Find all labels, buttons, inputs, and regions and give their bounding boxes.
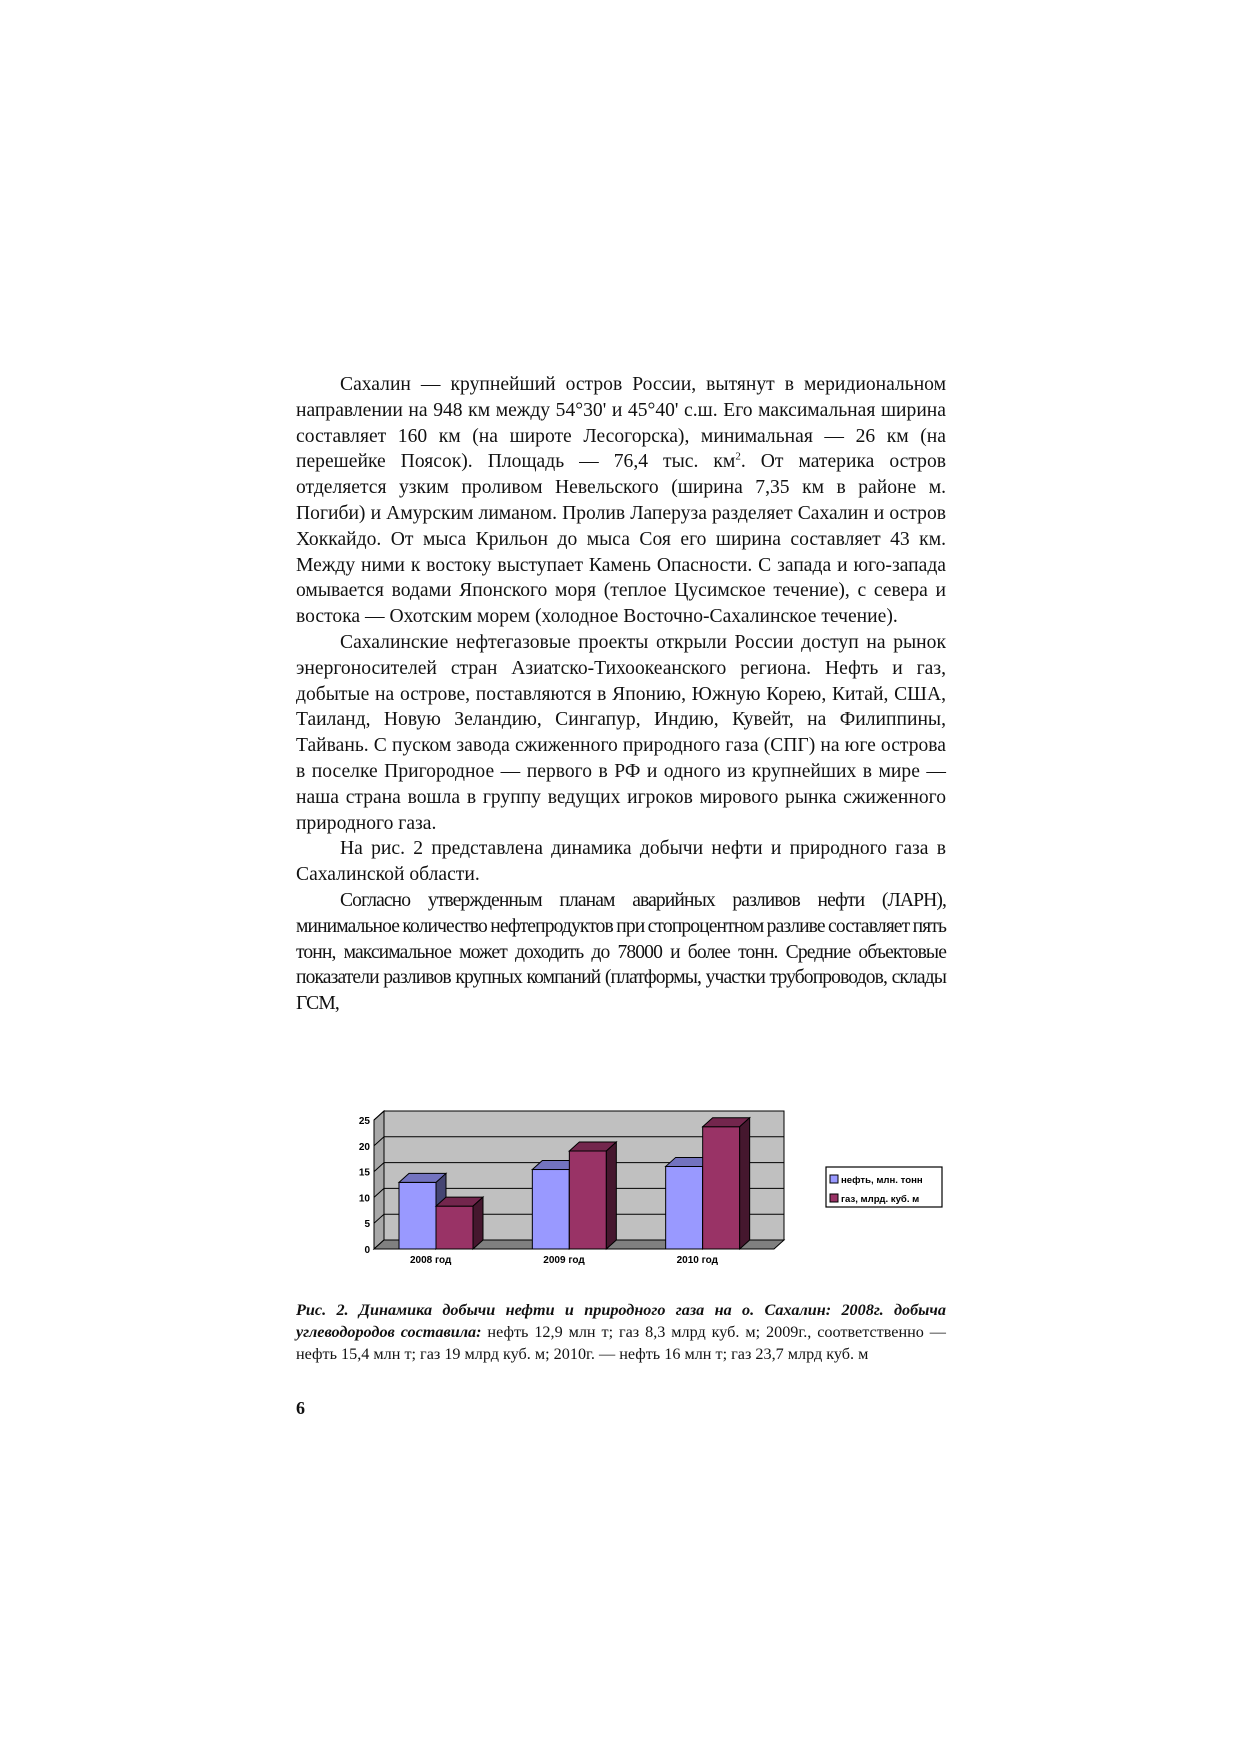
y-tick-label: 10 <box>358 1193 370 1205</box>
bar-side <box>473 1197 483 1249</box>
paragraph-text-1-rest: . От материка остров отделяется узким проливом Невельского (ширина 7,35 км в районе м. Погиби) и Амурским лиманом. Пролив Лаперуза разделяет Сахалин и остров Хоккайдо. От мыса Крильон до мыса Соя его ширина составляет 43 км. Между ними к востоку выступает Камень Опасности. С запада и юго-запада омывается водами Японского моря (теплое Цусимское течение), с севера и востока — Охотским морем (холодное Восточно-Сахалинское течение). <box>296 451 947 628</box>
bar <box>436 1206 473 1249</box>
x-tick-label: 2008 год <box>409 1255 452 1266</box>
paragraph: На рис. 2 представлена динамика добычи нефти и природного газа в Сахалинской области. <box>296 838 946 886</box>
y-tick-label: 25 <box>358 1116 370 1127</box>
figure-caption <box>296 1300 946 1365</box>
bar <box>703 1127 740 1249</box>
paragraph: Сахалинские нефтегазовые проекты открыли России доступ на рынок энергоносителей стран Азиатско-Тихоокеанского региона. Нефть и газ, добытые на острове, поставляются в Японию, Южную Корею, Китай, США, Таиланд, Новую Зеландию, Сингапур, Индию, Кувейт, на Филиппины, Тайвань. С пуском завода сжиженного природного газа (СПГ) на юге острова в поселке Пригородное — первого в РФ и одного из крупнейших в мире — наша страна вошла в группу ведущих игроков мирового рынка сжиженного природного газа. <box>296 631 946 834</box>
caption-text: нефть 12,9 млн т; газ 8,3 млрд куб. м; 2009г., соответственно — нефть 15,4 млн т; газ 19 млрд куб. м; 2010г. — нефть 16 млн т; газ 23,7 млрд куб. м <box>296 1322 946 1363</box>
y-tick-label: 5 <box>364 1219 370 1231</box>
bar-side <box>606 1142 616 1249</box>
caption-title: Рис. 2. Динамика добычи нефти и природного газа на о. Сахалин: 2008г. добыча углеводородов составила: <box>296 1301 946 1341</box>
legend-swatch <box>830 1175 838 1183</box>
paragraph <box>296 372 946 630</box>
y-tick-label: 15 <box>358 1167 370 1179</box>
y-tick-label: 0 <box>364 1245 370 1256</box>
page-number: 6 <box>296 1398 305 1418</box>
x-tick-label: 2010 год <box>676 1255 719 1266</box>
paragraph: Согласно утвержденным планам аварийных разливов нефти (ЛАРН), минимальное количество нефтепродуктов при стопроцентном разливе составляет пять тонн, максимальное может доходить до 78000 и более тонн. Средние объектовые показатели разливов крупных компаний (платформы, участки трубопроводов, склады ГСМ, <box>296 889 946 1015</box>
legend-label: газ, млрд. куб. м <box>841 1194 920 1205</box>
x-tick-label: 2009 год <box>543 1255 585 1266</box>
legend-swatch <box>830 1194 838 1202</box>
bar <box>532 1170 569 1249</box>
bar <box>399 1182 436 1249</box>
paragraph-text-1: Сахалин — крупнейший остров России, вытянут в меридиональном направлении на 948 км между 54°30' и 45°40' с.ш. Его максимальная ширина составляет 160 км (на широте Лесогорска), минимальная — 26 км (на перешейке Поясок). Площадь — 76,4 тыс. км <box>296 374 946 473</box>
chart-side-wall <box>374 1111 384 1249</box>
superscript: 2 <box>735 450 741 463</box>
legend-label: нефть, млн. тонн <box>841 1175 923 1186</box>
bar <box>666 1166 703 1249</box>
bar-side <box>740 1118 750 1249</box>
body-text <box>296 372 946 1017</box>
production-chart <box>296 1110 946 1285</box>
y-tick-label: 20 <box>358 1141 370 1153</box>
chart-svg <box>296 1110 946 1285</box>
bar <box>569 1151 606 1249</box>
